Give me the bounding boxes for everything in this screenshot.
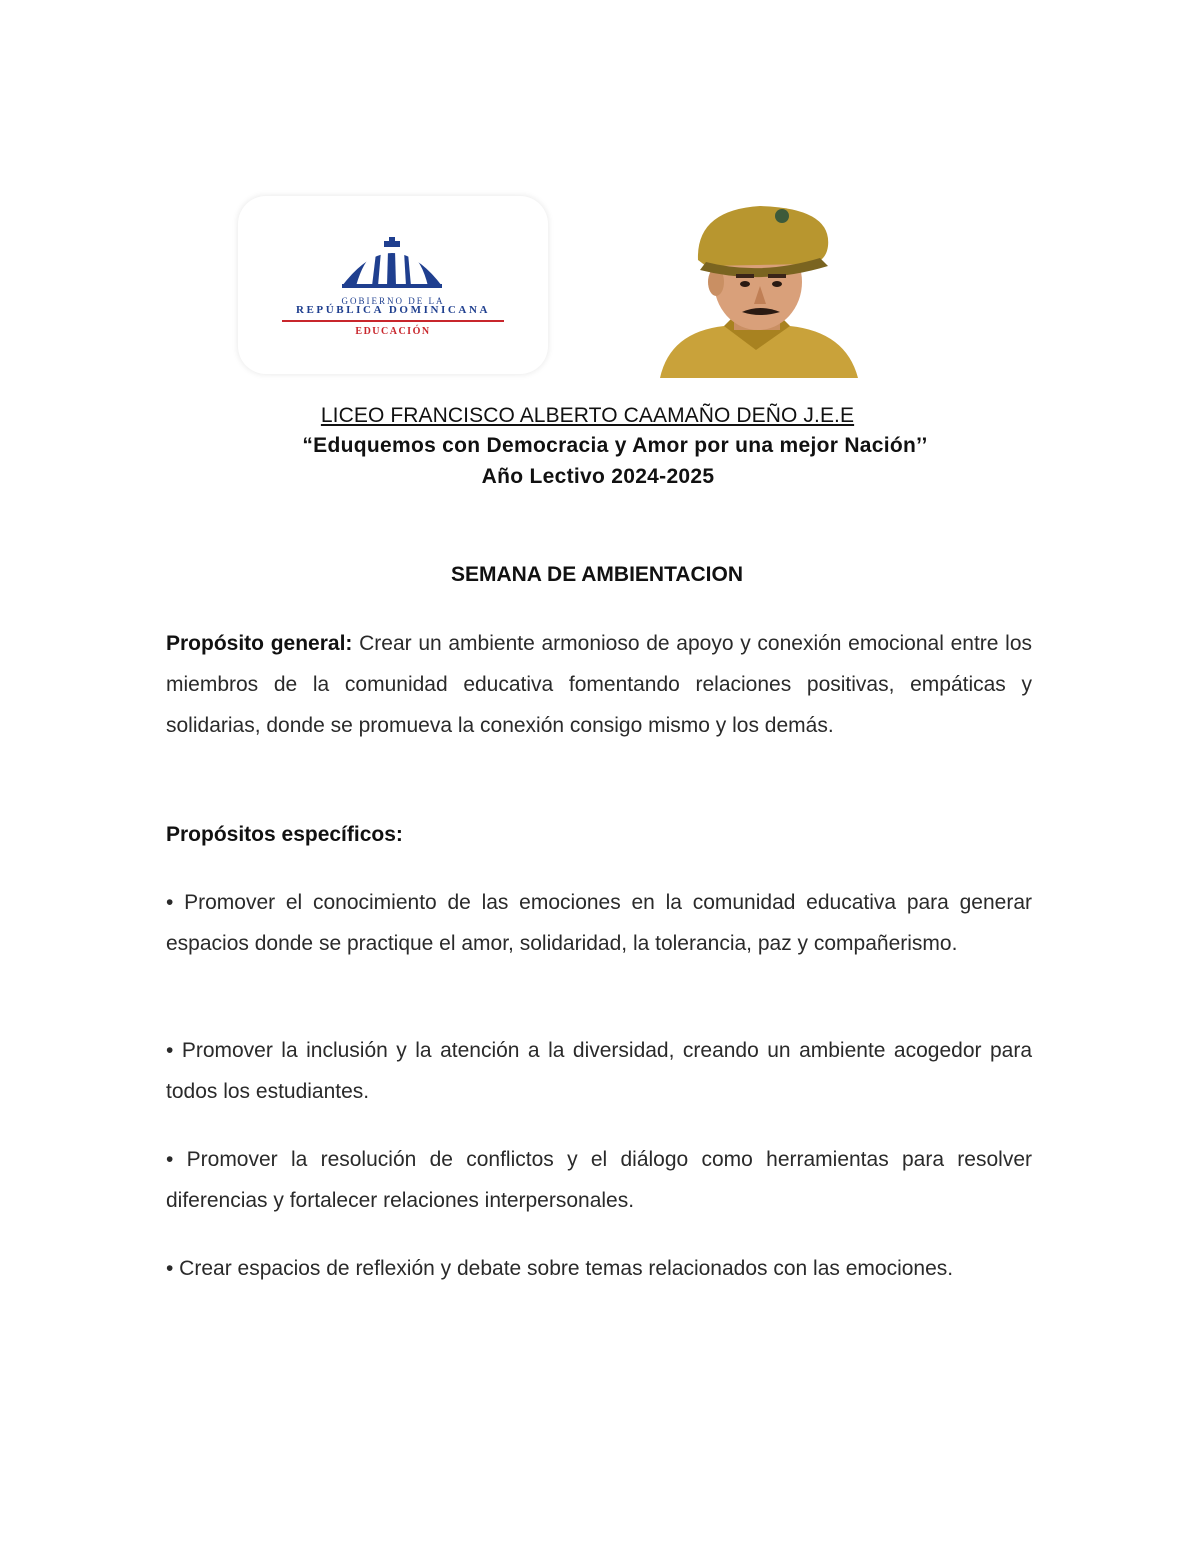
specific-purposes-heading: Propósitos específicos: xyxy=(166,823,403,846)
general-purpose-text: Crear un ambiente armonioso de apoyo y conexión emocional entre los miembros de la comunidad educativa fomentando relaciones positivas, empáticas y solidarias, donde se promueva la conexión consigo mismo y los demás. xyxy=(166,632,1032,737)
school-motto: “Eduquemos con Democracia y Amor por una mejor Nación’’ xyxy=(302,434,928,457)
general-purpose-paragraph xyxy=(166,623,1032,746)
logo-text-line2: REPÚBLICA DOMINICANA xyxy=(295,304,491,316)
specific-purpose-item: • Promover el conocimiento de las emociones en la comunidad educativa para generar espacios donde se practique el amor, solidaridad, la tolerancia, paz y compañerismo. xyxy=(166,891,1032,955)
specific-purpose-item: • Promover la inclusión y la atención a la diversidad, creando un ambiente acogedor para todos los estudiantes. xyxy=(166,1039,1032,1103)
logo-divider xyxy=(282,320,504,322)
general-purpose-label: Propósito general: xyxy=(166,632,353,655)
dome-emblem-icon xyxy=(238,196,548,374)
school-name: LICEO FRANCISCO ALBERTO CAAMAÑO DEÑO J.E.E xyxy=(320,404,855,427)
logo-text-line1: GOBIERNO DE LA xyxy=(341,296,445,306)
document-title: SEMANA DE AMBIENTACION xyxy=(450,563,744,586)
specific-purpose-item: • Crear espacios de reflexión y debate sobre temas relacionados con las emociones. xyxy=(166,1257,954,1280)
specific-purpose-item: • Promover la resolución de conflictos y el diálogo como herramientas para resolver diferencias y fortalecer relaciones interpersonales. xyxy=(166,1148,1032,1212)
logo-text-line3: EDUCACIÓN xyxy=(355,326,431,337)
portrait-icon xyxy=(650,200,862,378)
government-logo xyxy=(238,196,548,374)
school-year: Año Lectivo 2024-2025 xyxy=(481,465,715,488)
